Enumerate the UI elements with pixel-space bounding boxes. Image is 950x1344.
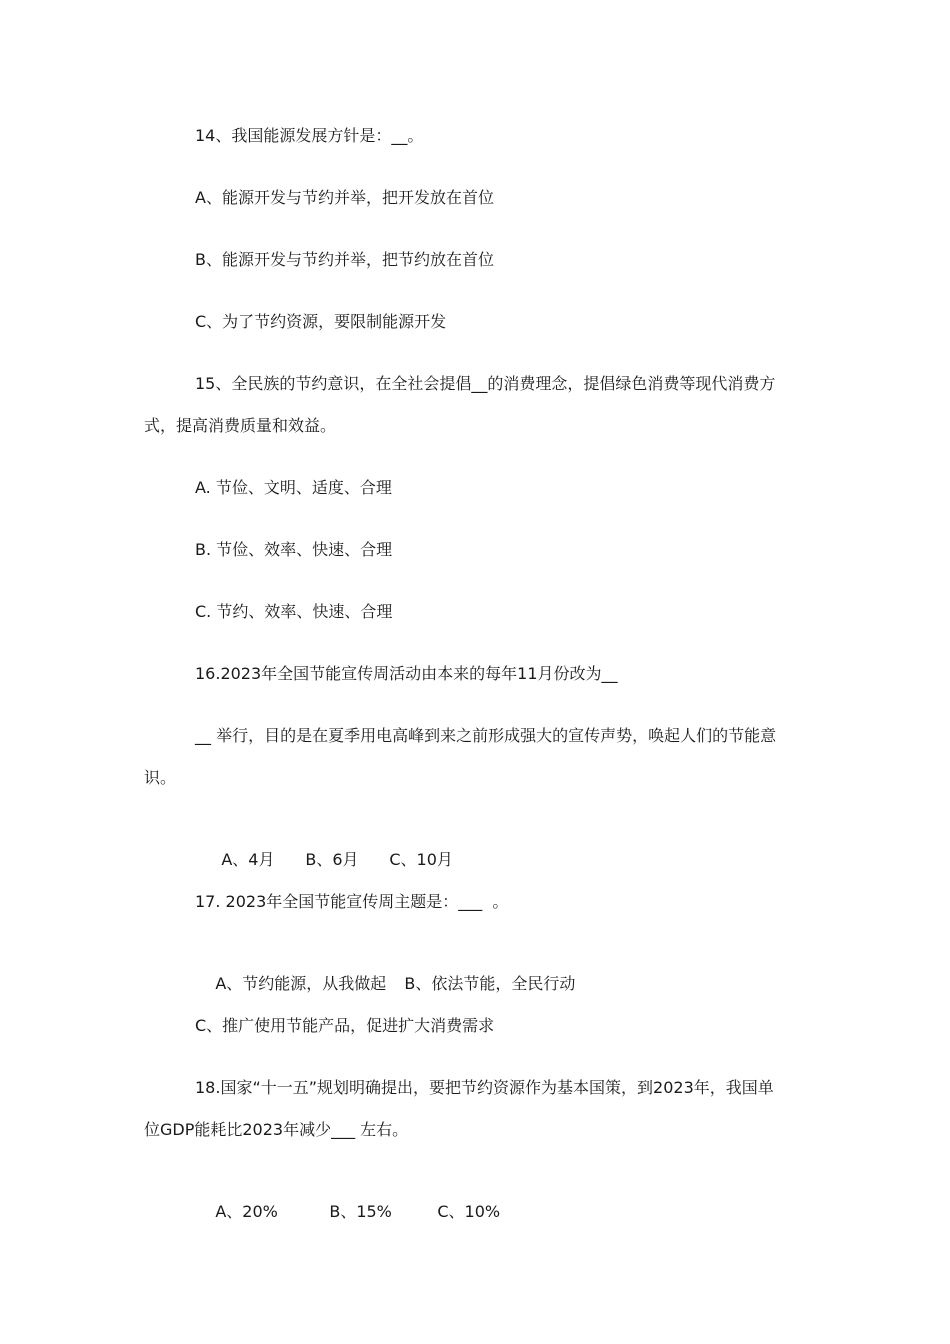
question-14-option-a: A、能源开发与节约并举，把开发放在首位 <box>195 188 494 207</box>
question-18-option-a: A、20% <box>215 1202 278 1221</box>
question-18-option-c: C、10% <box>437 1202 501 1221</box>
question-17-option-b: B、依法节能，全民行动 <box>404 974 576 993</box>
question-16-options <box>201 830 871 890</box>
question-15-option-a: A. 节俭、文明、适度、合理 <box>195 478 392 497</box>
question-14: 14、我国能源发展方针是：__。 <box>195 126 424 145</box>
question-17-options-row-1 <box>195 954 865 1014</box>
question-15-line-1: 15、全民族的节约意识，在全社会提倡__的消费理念，提倡绿色消费等现代消费方 <box>195 374 776 393</box>
question-16-option-c: C、10月 <box>389 850 453 869</box>
question-16-line-3: 识。 <box>144 768 177 787</box>
question-15-option-c: C. 节约、效率、快速、合理 <box>195 602 393 621</box>
question-14-option-b: B、能源开发与节约并举，把节约放在首位 <box>195 250 494 269</box>
question-18-options <box>195 1182 865 1242</box>
question-14-option-c: C、为了节约资源，要限制能源开发 <box>195 312 447 331</box>
question-17-option-c: C、推广使用节能产品，促进扩大消费需求 <box>195 1016 495 1035</box>
question-16-option-b: B、6月 <box>305 850 359 869</box>
question-16-option-a: A、4月 <box>221 850 275 869</box>
question-16-line-1: 16.2023年全国节能宣传周活动由本来的每年11月份改为__ <box>195 664 618 683</box>
question-17-option-a: A、节约能源，从我做起 <box>215 974 387 993</box>
question-15-option-b: B. 节俭、效率、快速、合理 <box>195 540 393 559</box>
question-17: 17. 2023年全国节能宣传周主题是：___ 。 <box>195 892 509 911</box>
question-18-line-1: 18.国家“十一五”规划明确提出，要把节约资源作为基本国策，到2023年，我国单 <box>195 1078 774 1097</box>
question-18-option-b: B、15% <box>329 1202 392 1221</box>
question-18-line-2: 位GDP能耗比2023年减少___ 左右。 <box>144 1120 409 1139</box>
question-16-line-2: __ 举行，目的是在夏季用电高峰到来之前形成强大的宣传声势，唤起人们的节能意 <box>195 726 777 745</box>
question-15-line-2: 式，提高消费质量和效益。 <box>144 416 337 435</box>
